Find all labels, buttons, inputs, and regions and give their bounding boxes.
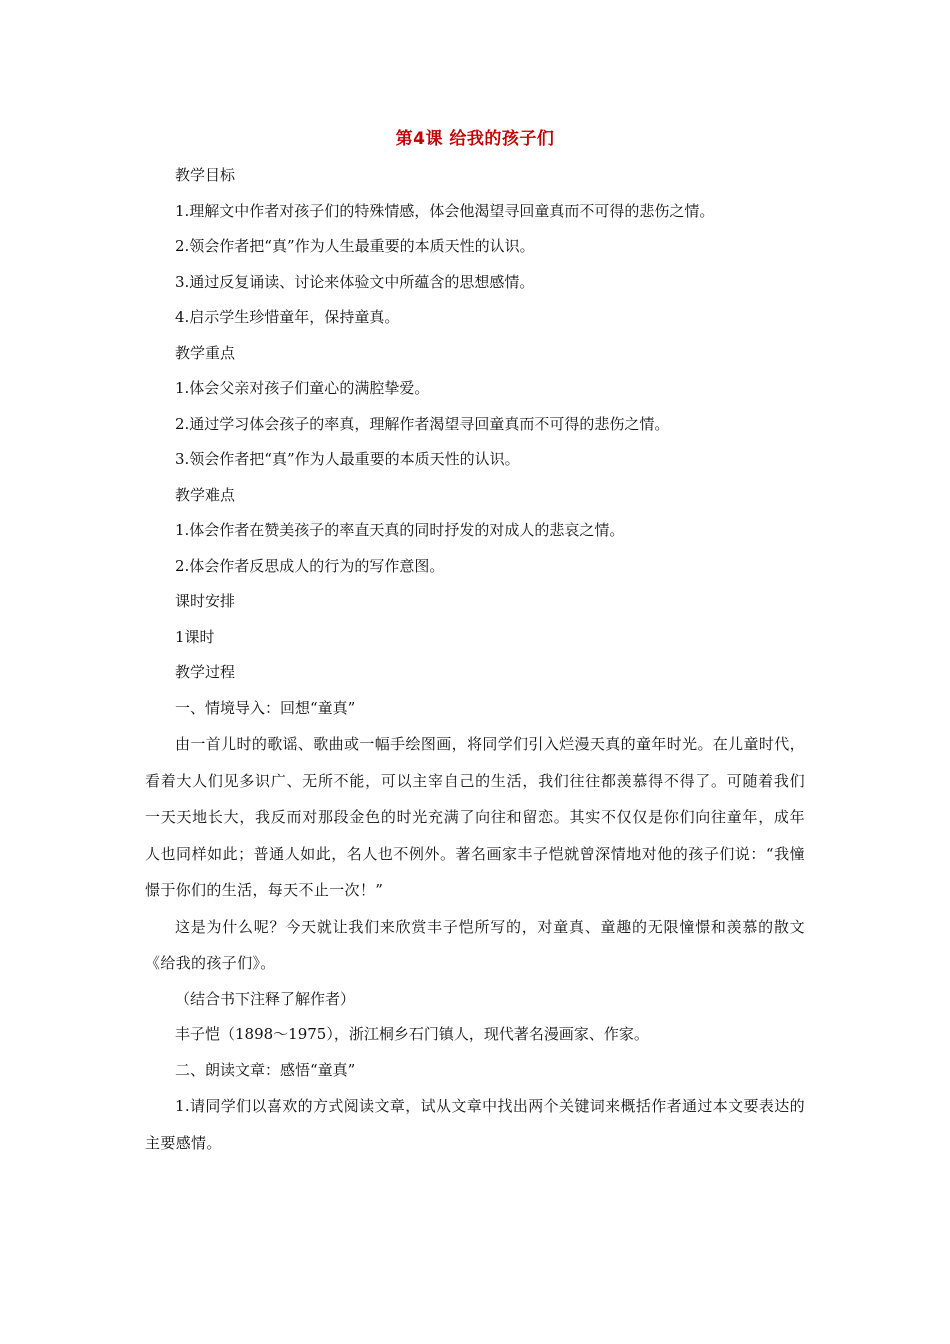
intro-paragraph: 由一首儿时的歌谣、歌曲或一幅手绘图画，将同学们引入烂漫天真的童年时光。在儿童时代，看着大人们见多识广、无所不能，可以主宰自己的生活，我们往往都羡慕得不得了。可随着我们一天天地长大，我反而对那段金色的时光充满了向往和留恋。其实不仅仅是你们向往童年，成年人也同样如此；普通人如此，名人也不例外。著名画家丰子恺就曾深情地对他的孩子们说：“我憧憬于你们的生活，每天不止一次！”	[145, 735, 805, 899]
objective-item-1: 1.理解文中作者对孩子们的特殊情感，体会他渴望寻回童真而不可得的悲伤之情。	[175, 201, 715, 220]
author-note-instruction: （结合书下注释了解作者）	[175, 989, 356, 1008]
reading-task-paragraph: 1.请同学们以喜欢的方式阅读文章，试从文章中找出两个关键词来概括作者通过本文要表达的主要感情。	[145, 1097, 805, 1152]
section-heading-objectives: 教学目标	[175, 166, 236, 184]
section-heading-difficulties: 教学难点	[175, 485, 236, 504]
section-heading-schedule: 课时安排	[175, 592, 236, 610]
objective-item-3: 3.通过反复诵读、讨论来体验文中所蕴含的思想感情。	[175, 272, 535, 291]
question-paragraph: 这是为什么呢？今天就让我们来欣赏丰子恺所写的，对童真、童趣的无限憧憬和羡慕的散文《给我的孩子们》。	[145, 917, 805, 972]
objective-item-4: 4.启示学生珍惜童年，保持童真。	[175, 308, 400, 326]
lesson-body	[145, 158, 805, 1161]
key-point-item-2: 2.通过学习体会孩子的率真，理解作者渴望寻回童真而不可得的悲伤之情。	[175, 414, 670, 433]
difficulty-item-1: 1.体会作者在赞美孩子的率直天真的同时抒发的对成人的悲哀之情。	[175, 521, 625, 539]
key-point-item-3: 3.领会作者把“真”作为人最重要的本质天性的认识。	[175, 450, 520, 468]
lesson-title: 第4课 给我的孩子们	[395, 129, 555, 149]
objective-item-2: 2.领会作者把“真”作为人生最重要的本质天性的认识。	[175, 237, 535, 255]
section-heading-process: 教学过程	[175, 663, 236, 681]
process-step-2-heading: 二、朗读文章：感悟“童真”	[175, 1060, 356, 1079]
schedule-value: 1课时	[175, 627, 215, 646]
key-point-item-1: 1.体会父亲对孩子们童心的满腔挚爱。	[175, 379, 430, 397]
process-step-1-heading: 一、情境导入：回想“童真”	[175, 698, 356, 717]
difficulty-item-2: 2.体会作者反思成人的行为的写作意图。	[175, 556, 445, 575]
author-bio: 丰子恺（1898～1975），浙江桐乡石门镇人，现代著名漫画家、作家。	[175, 1025, 649, 1043]
section-heading-key-points: 教学重点	[175, 343, 236, 362]
